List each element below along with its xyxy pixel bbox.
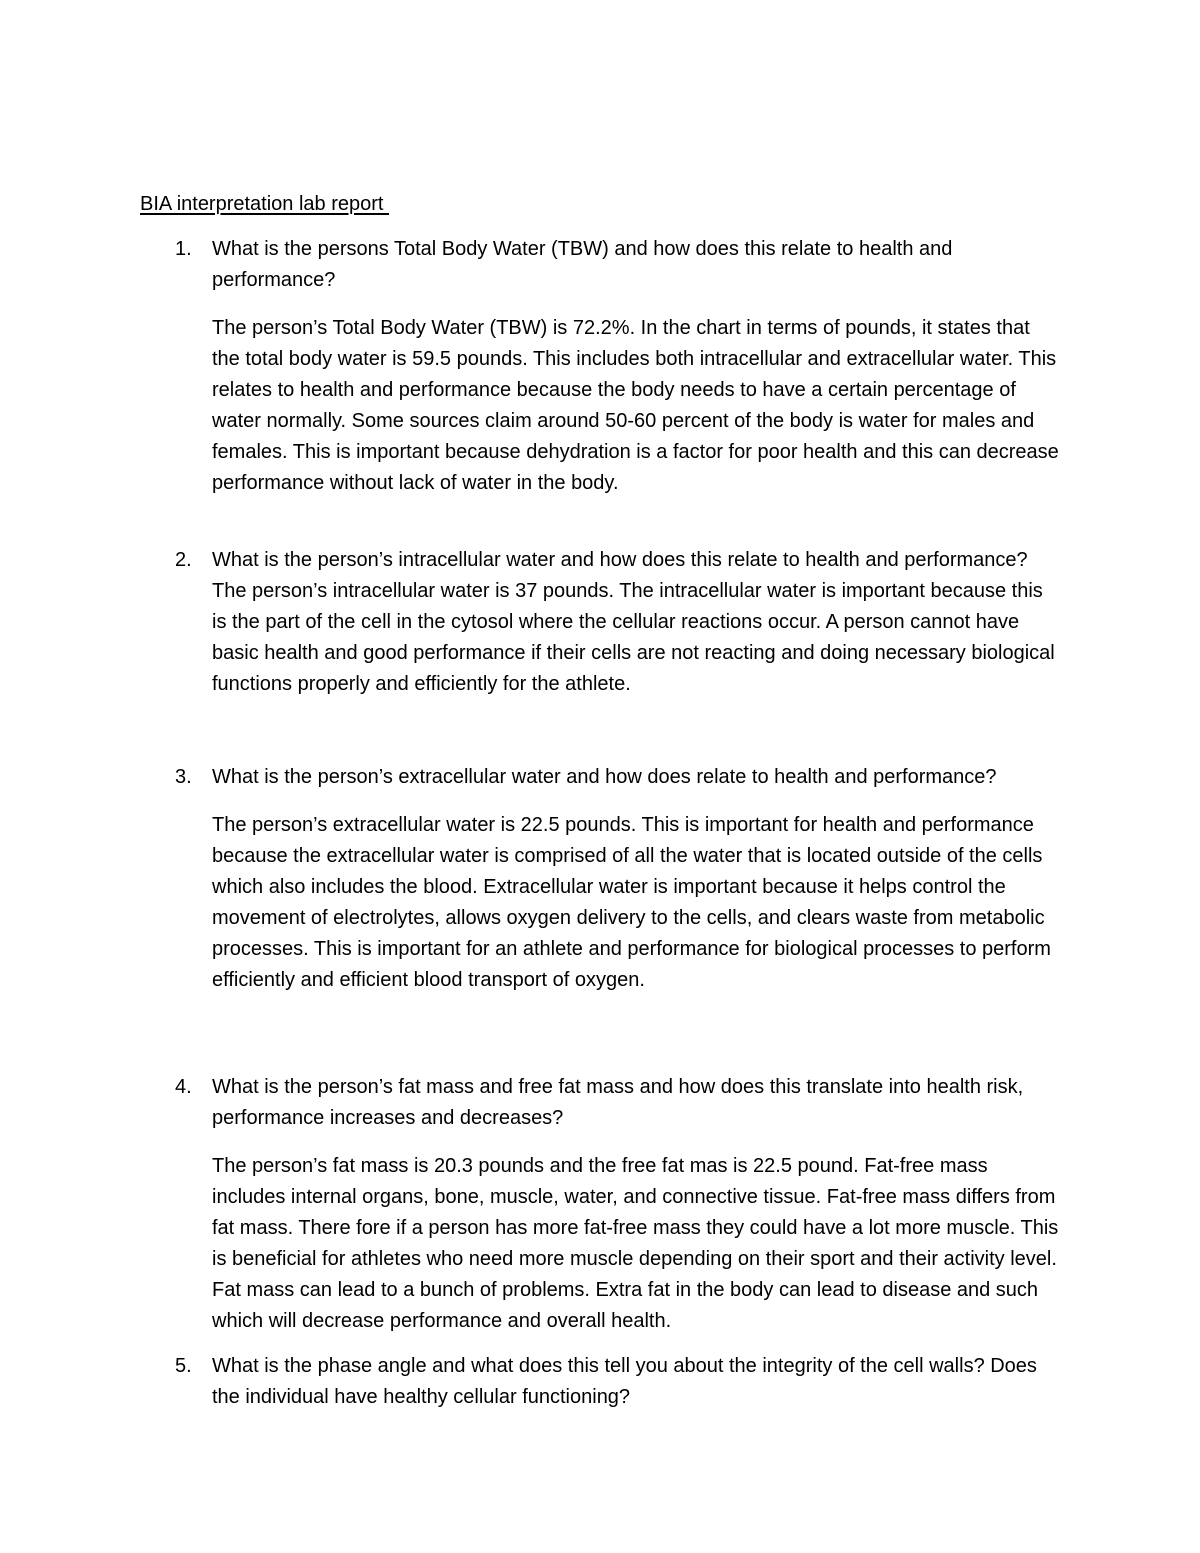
answer-text: The person’s extracellular water is 22.5 pounds. This is important for health and performance because the extracellular water is comprised of all the water that is located outside of the cells which also includes the blood. Extracellular water is important because it helps control the movement of electrolytes, allows oxygen delivery to the cells, and clears waste from metabolic processes. This is important for an athlete and performance for biological processes to perform efficiently and efficient blood transport of oxygen. [212, 814, 1051, 991]
question-text: What is the person’s fat mass and free fat mass and how does this translate into health risk, performance increases and decreases? [212, 1076, 1024, 1129]
item-body [212, 762, 1060, 996]
question-item-3 [140, 762, 1060, 996]
question-text: What is the person’s extracellular water and how does relate to health and performance? [212, 766, 997, 788]
answer-text: The person’s fat mass is 20.3 pounds and the free fat mas is 22.5 pound. Fat-free mass includes internal organs, bone, muscle, water, and connective tissue. Fat-free mass differs from fat mass. There fore if a person has more fat-free mass they could have a lot more muscle. This is beneficial for athletes who need more muscle depending on their sport and their activity level. Fat mass can lead to a bunch of problems. Extra fat in the body can lead to disease and such which will decrease performance and overall health. [212, 1155, 1059, 1332]
question-item-4 [140, 1072, 1060, 1337]
item-body [212, 545, 1060, 700]
item-body [212, 234, 1060, 499]
question-item-1 [140, 234, 1060, 499]
question-item-2 [140, 545, 1060, 700]
question-text: What is the person’s intracellular water and how does this relate to health and performance? [212, 549, 1028, 571]
item-number: 1. [175, 238, 192, 260]
item-number: 2. [175, 549, 192, 571]
answer-text: The person’s Total Body Water (TBW) is 72.2%. In the chart in terms of pounds, it states that the total body water is 59.5 pounds. This includes both intracellular and extracellular water. This relates to health and performance because the body needs to have a certain percentage of water normally. Some sources claim around 50-60 percent of the body is water for males and females. This is important because dehydration is a factor for poor health and this can decrease performance without lack of water in the body. [212, 317, 1059, 494]
question-item-5 [140, 1351, 1060, 1413]
question-text: What is the phase angle and what does this tell you about the integrity of the cell walls? Does the individual have healthy cellular functioning? [212, 1355, 1037, 1408]
question-text: What is the persons Total Body Water (TBW) and how does this relate to health and performance? [212, 238, 953, 291]
item-number: 3. [175, 766, 192, 788]
document-title: BIA interpretation lab report [140, 193, 390, 215]
answer-text: The person’s intracellular water is 37 pounds. The intracellular water is important because this is the part of the cell in the cytosol where the cellular reactions occur. A person cannot have basic health and good performance if their cells are not reacting and doing necessary biological functions properly and efficiently for the athlete. [212, 580, 1055, 695]
item-number: 4. [175, 1076, 192, 1098]
item-number: 5. [175, 1355, 192, 1377]
item-body [212, 1072, 1060, 1337]
item-body [212, 1351, 1060, 1413]
